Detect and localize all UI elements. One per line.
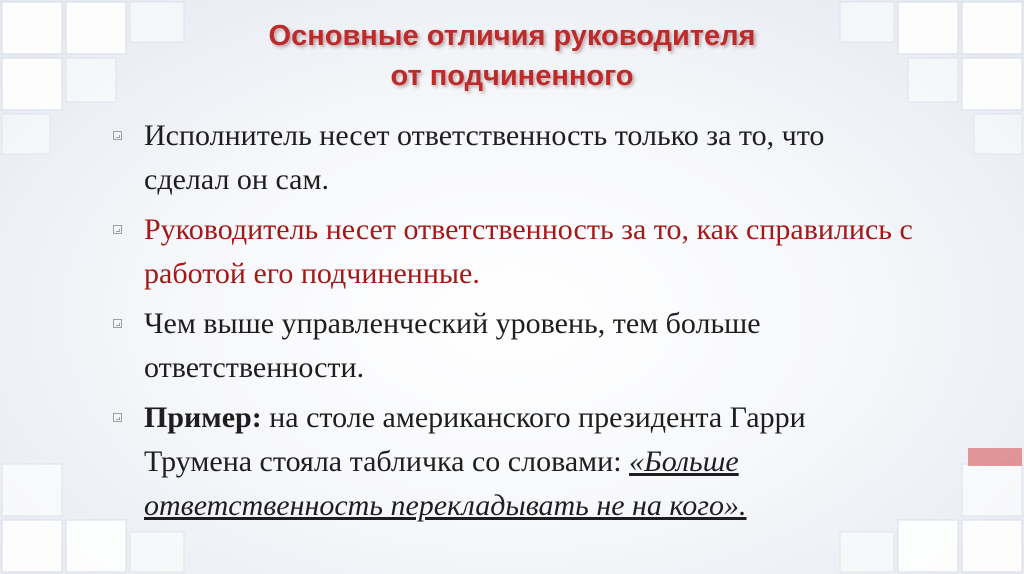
example-label: Пример: <box>144 401 262 434</box>
bullet-item-executor <box>113 114 913 202</box>
bullet-marker-icon <box>113 319 122 328</box>
bullet-text: Руководитель несет ответственность за то, как справились с работой его подчиненные. <box>144 213 913 290</box>
bullet-list <box>113 114 913 534</box>
bullet-text: на столе американского президента Гарри Трумена стояла табличка со словами: <box>144 401 806 478</box>
example-quote: «Больше ответственность перекладывать не на кого». <box>144 445 747 522</box>
title-line-1: Основные отличия руководителя <box>268 20 756 52</box>
bullet-item-manager <box>113 208 913 296</box>
bullet-text: Чем выше управленческий уровень, тем больше ответственности. <box>144 307 761 384</box>
bullet-marker-icon <box>113 225 122 234</box>
bullet-text: Исполнитель несет ответственность только за то, что сделал он сам. <box>144 119 825 196</box>
bullet-item-example <box>113 396 913 528</box>
bullet-marker-icon <box>113 413 122 422</box>
title-line-2: от подчиненного <box>390 60 634 92</box>
slide-title <box>0 16 1024 96</box>
bullet-marker-icon <box>113 131 122 140</box>
bullet-item-management-level <box>113 302 913 390</box>
